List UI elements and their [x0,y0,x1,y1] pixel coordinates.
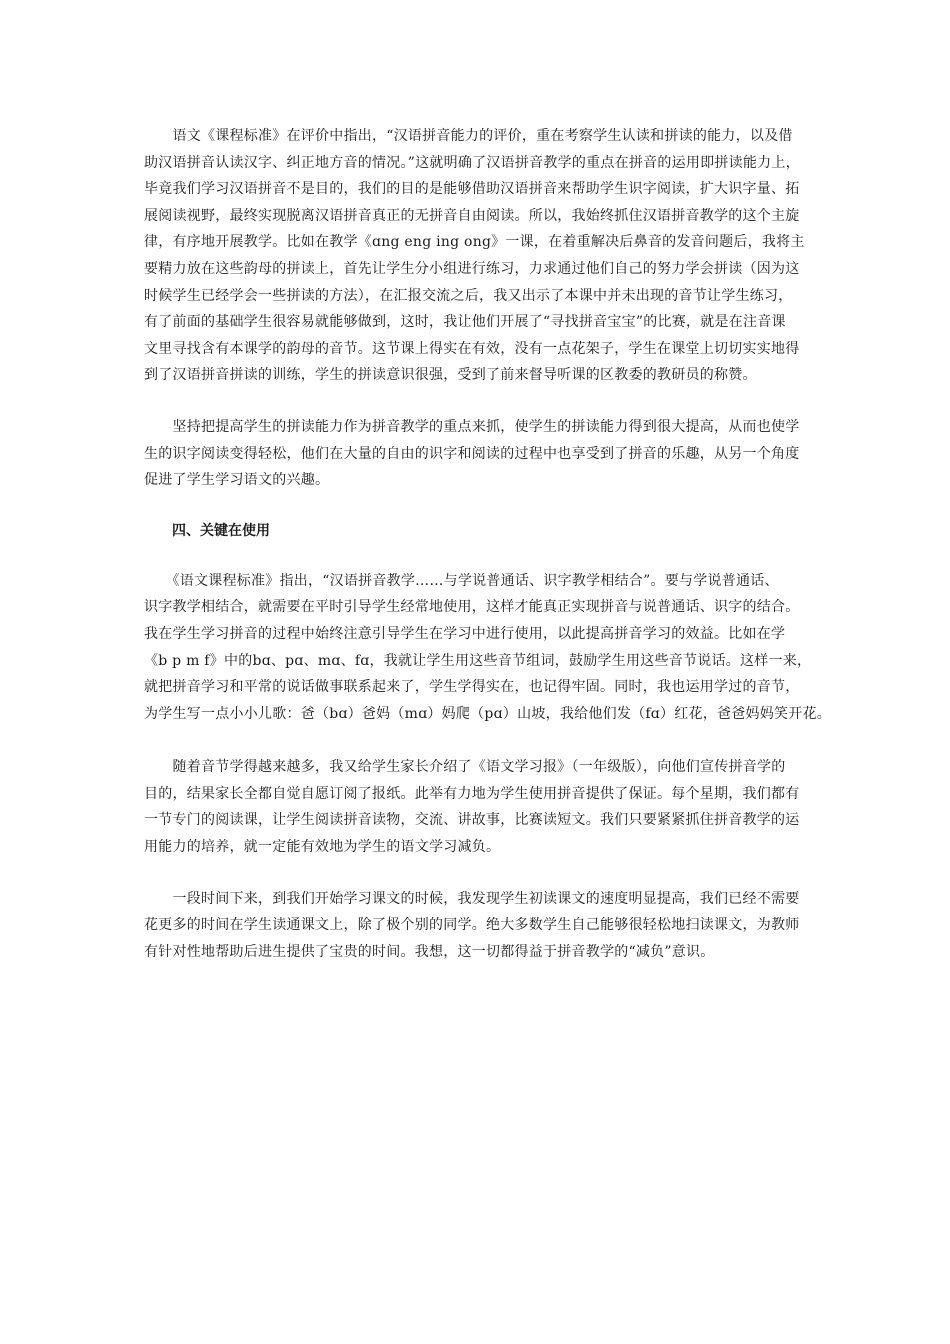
text-line: 就把拼音学习和平常的说话做事联系起来了，学生学得实在，也记得牢固。同时，我也运用学过的音节， [144,679,800,696]
text-line: 到了汉语拼音拼读的训练，学生的拼读意识很强，受到了前来督导听课的区教委的教研员的称赞。 [144,367,757,384]
paragraph-evaluation [144,123,816,389]
text-line: 展阅读视野，最终实现脱离汉语拼音真正的无拼音自由阅读。所以，我始终抓住汉语拼音教学的这个主旋 [144,207,800,224]
paragraph-spacer [144,494,816,518]
text-line: 识字教学相结合，就需要在平时引导学生经常地使用，这样才能真正实现拼音与说普通话、识字的结合。 [144,599,800,616]
text-line: 坚持把提高学生的拼读能力作为拼音教学的重点来抓，使学生的拼读能力得到很大提高，从而也使学 [144,418,800,435]
text-line: 文里寻找含有本课学的韵母的音节。这节课上得实在有效，没有一点花架子，学生在课堂上切切实实地得 [144,340,800,357]
text-line: 有针对性地帮助后进生提供了宝贵的时间。我想，这一切都得益于拼音教学的“减负”意识。 [144,943,715,960]
text-line: 毕竟我们学习汉语拼音不是目的，我们的目的是能够借助汉语拼音来帮助学生识字阅读，扩大识字量、拓 [144,181,800,198]
text-line: 随着音节学得越来越多，我又给学生家长介绍了《语文学习报》（一年级版），向他们宣传拼音学的 [144,759,786,776]
text-line: 我在学生学习拼音的过程中始终注意引导学生在学习中进行使用，以此提高拼音学习的效益。比如在学 [144,625,786,642]
text-line: 要精力放在这些韵母的拼读上，首先让学生分小组进行练习，力求通过他们自己的努力学会拼读（因为这 [144,260,800,277]
text-line: 律，有序地开展教学。比如在教学《ɑng eng ing ong》一课，在着重解决后鼻音的发音问题后，我将主 [144,234,805,251]
paragraph-spelling-ability [144,414,816,494]
section-heading: 四、关键在使用 [172,522,270,539]
paragraph-spacer [144,861,816,886]
paragraph-newspaper [144,754,816,860]
paragraph-spacer [144,544,816,568]
text-line: 目的，结果家长全都自觉自愿订阅了报纸。此举有力地为学生使用拼音提供了保证。每个星期，我们都有 [144,785,800,802]
text-line: 促进了学生学习语文的兴趣。 [144,472,330,489]
document-page [144,123,831,965]
text-line: 一节专门的阅读课，让学生阅读拼音读物，交流、讲故事，比赛读短文。我们只要紧紧抓住拼音教学的运 [144,812,800,829]
text-line: 生的识字阅读变得轻松，他们在大量的自由的识字和阅读的过程中也享受到了拼音的乐趣，从另一个角度 [144,445,800,462]
text-line: 语文《课程标准》在评价中指出，“汉语拼音能力的评价，重在考察学生认读和拼读的能力，以及借 [144,128,793,144]
text-line: 一段时间下来，到我们开始学习课文的时候，我发现学生初读课文的速度明显提高，我们已经不需要 [144,890,800,907]
text-line: 《语文课程标准》指出，“汉语拼音教学……与学说普通话、识字教学相结合”。要与学说普通话、 [144,572,779,589]
paragraph-spacer [144,389,816,414]
text-line: 用能力的培养，就一定能有效地为学生的语文学习减负。 [144,839,501,856]
paragraph-conclusion [144,886,816,966]
text-line: 助汉语拼音认读汉字、纠正地方音的情况。”这就明确了汉语拼音教学的重点在拼音的运用即拼读能力上， [144,154,800,171]
text-line: 有了前面的基础学生很容易就能够做到，这时，我让他们开展了“寻找拼音宝宝”的比赛，就是在注音课 [144,314,786,331]
text-line: 为学生写一点小小儿歌：爸（bɑ）爸妈（mɑ）妈爬（pɑ）山坡，我给他们发（fɑ）红花，爸爸妈妈笑开花。 [144,705,831,722]
text-line: 时候学生已经学会一些拼读的方法），在汇报交流之后，我又出示了本课中并未出现的音节让学生练习， [144,287,793,304]
paragraph-usage [144,568,831,728]
text-line: 《b p m f》中的bɑ、pɑ、mɑ、fɑ，我就让学生用这些音节组词，鼓励学生用这些音节说话。这样一来， [144,652,812,669]
text-line: 花更多的时间在学生读通课文上，除了极个别的同学。绝大多数学生自己能够很轻松地扫读课文，为教师 [144,917,800,934]
paragraph-spacer [144,727,816,754]
